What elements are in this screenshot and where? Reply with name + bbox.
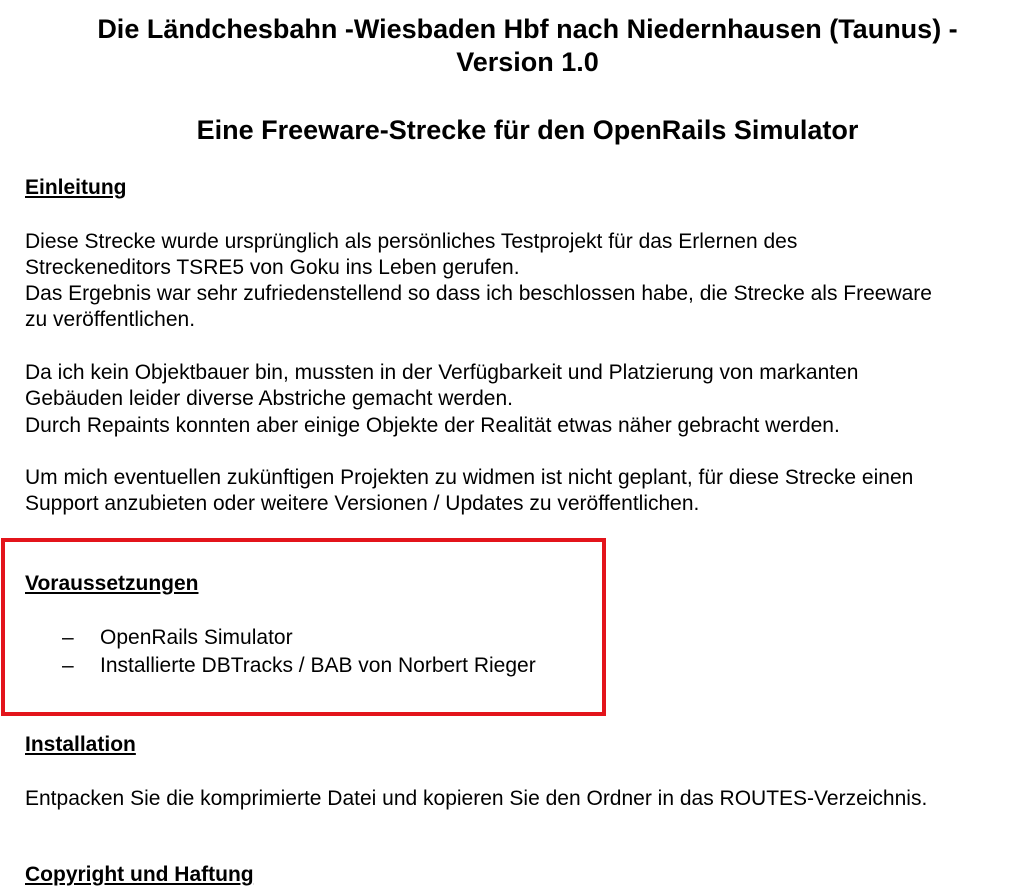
installation-text: Entpacken Sie die komprimierte Datei und kopieren Sie den Ordner in das ROUTES-Verzeichnis. <box>25 787 928 810</box>
intro-line: Support anzubieten oder weitere Versionen / Updates zu veröffentlichen. <box>25 492 700 515</box>
list-bullet: – <box>62 654 74 677</box>
list-item-text: Installierte DBTracks / BAB von Norbert Rieger <box>100 654 536 677</box>
section-heading-voraussetzungen: Voraussetzungen <box>25 572 199 595</box>
document-subtitle: Eine Freeware-Strecke für den OpenRails Simulator <box>196 115 859 145</box>
list-bullet: – <box>62 626 74 649</box>
document-title-line-2: Version 1.0 <box>456 47 599 77</box>
highlight-box <box>1 538 606 716</box>
intro-line: Das Ergebnis war sehr zufriedenstellend so dass ich beschlossen habe, die Strecke als Freeware <box>25 282 932 305</box>
intro-line: zu veröffentlichen. <box>25 308 196 331</box>
intro-line: Streckeneditors TSRE5 von Goku ins Leben gerufen. <box>25 256 520 279</box>
intro-line: Diese Strecke wurde ursprünglich als persönliches Testprojekt für das Erlernen des <box>25 230 798 253</box>
intro-line: Um mich eventuellen zukünftigen Projekten zu widmen ist nicht geplant, für diese Strecke einen <box>25 466 914 489</box>
intro-line: Da ich kein Objektbauer bin, mussten in der Verfügbarkeit und Platzierung von markanten <box>25 361 859 384</box>
section-heading-einleitung: Einleitung <box>25 176 127 199</box>
intro-line: Gebäuden leider diverse Abstriche gemacht werden. <box>25 387 513 410</box>
document-title-line-1: Die Ländchesbahn -Wiesbaden Hbf nach Niedernhausen (Taunus) - <box>97 14 958 44</box>
section-heading-copyright: Copyright und Haftung <box>25 863 254 886</box>
list-item-text: OpenRails Simulator <box>100 626 293 649</box>
section-heading-installation: Installation <box>25 733 136 756</box>
intro-line: Durch Repaints konnten aber einige Objekte der Realität etwas näher gebracht werden. <box>25 414 840 437</box>
